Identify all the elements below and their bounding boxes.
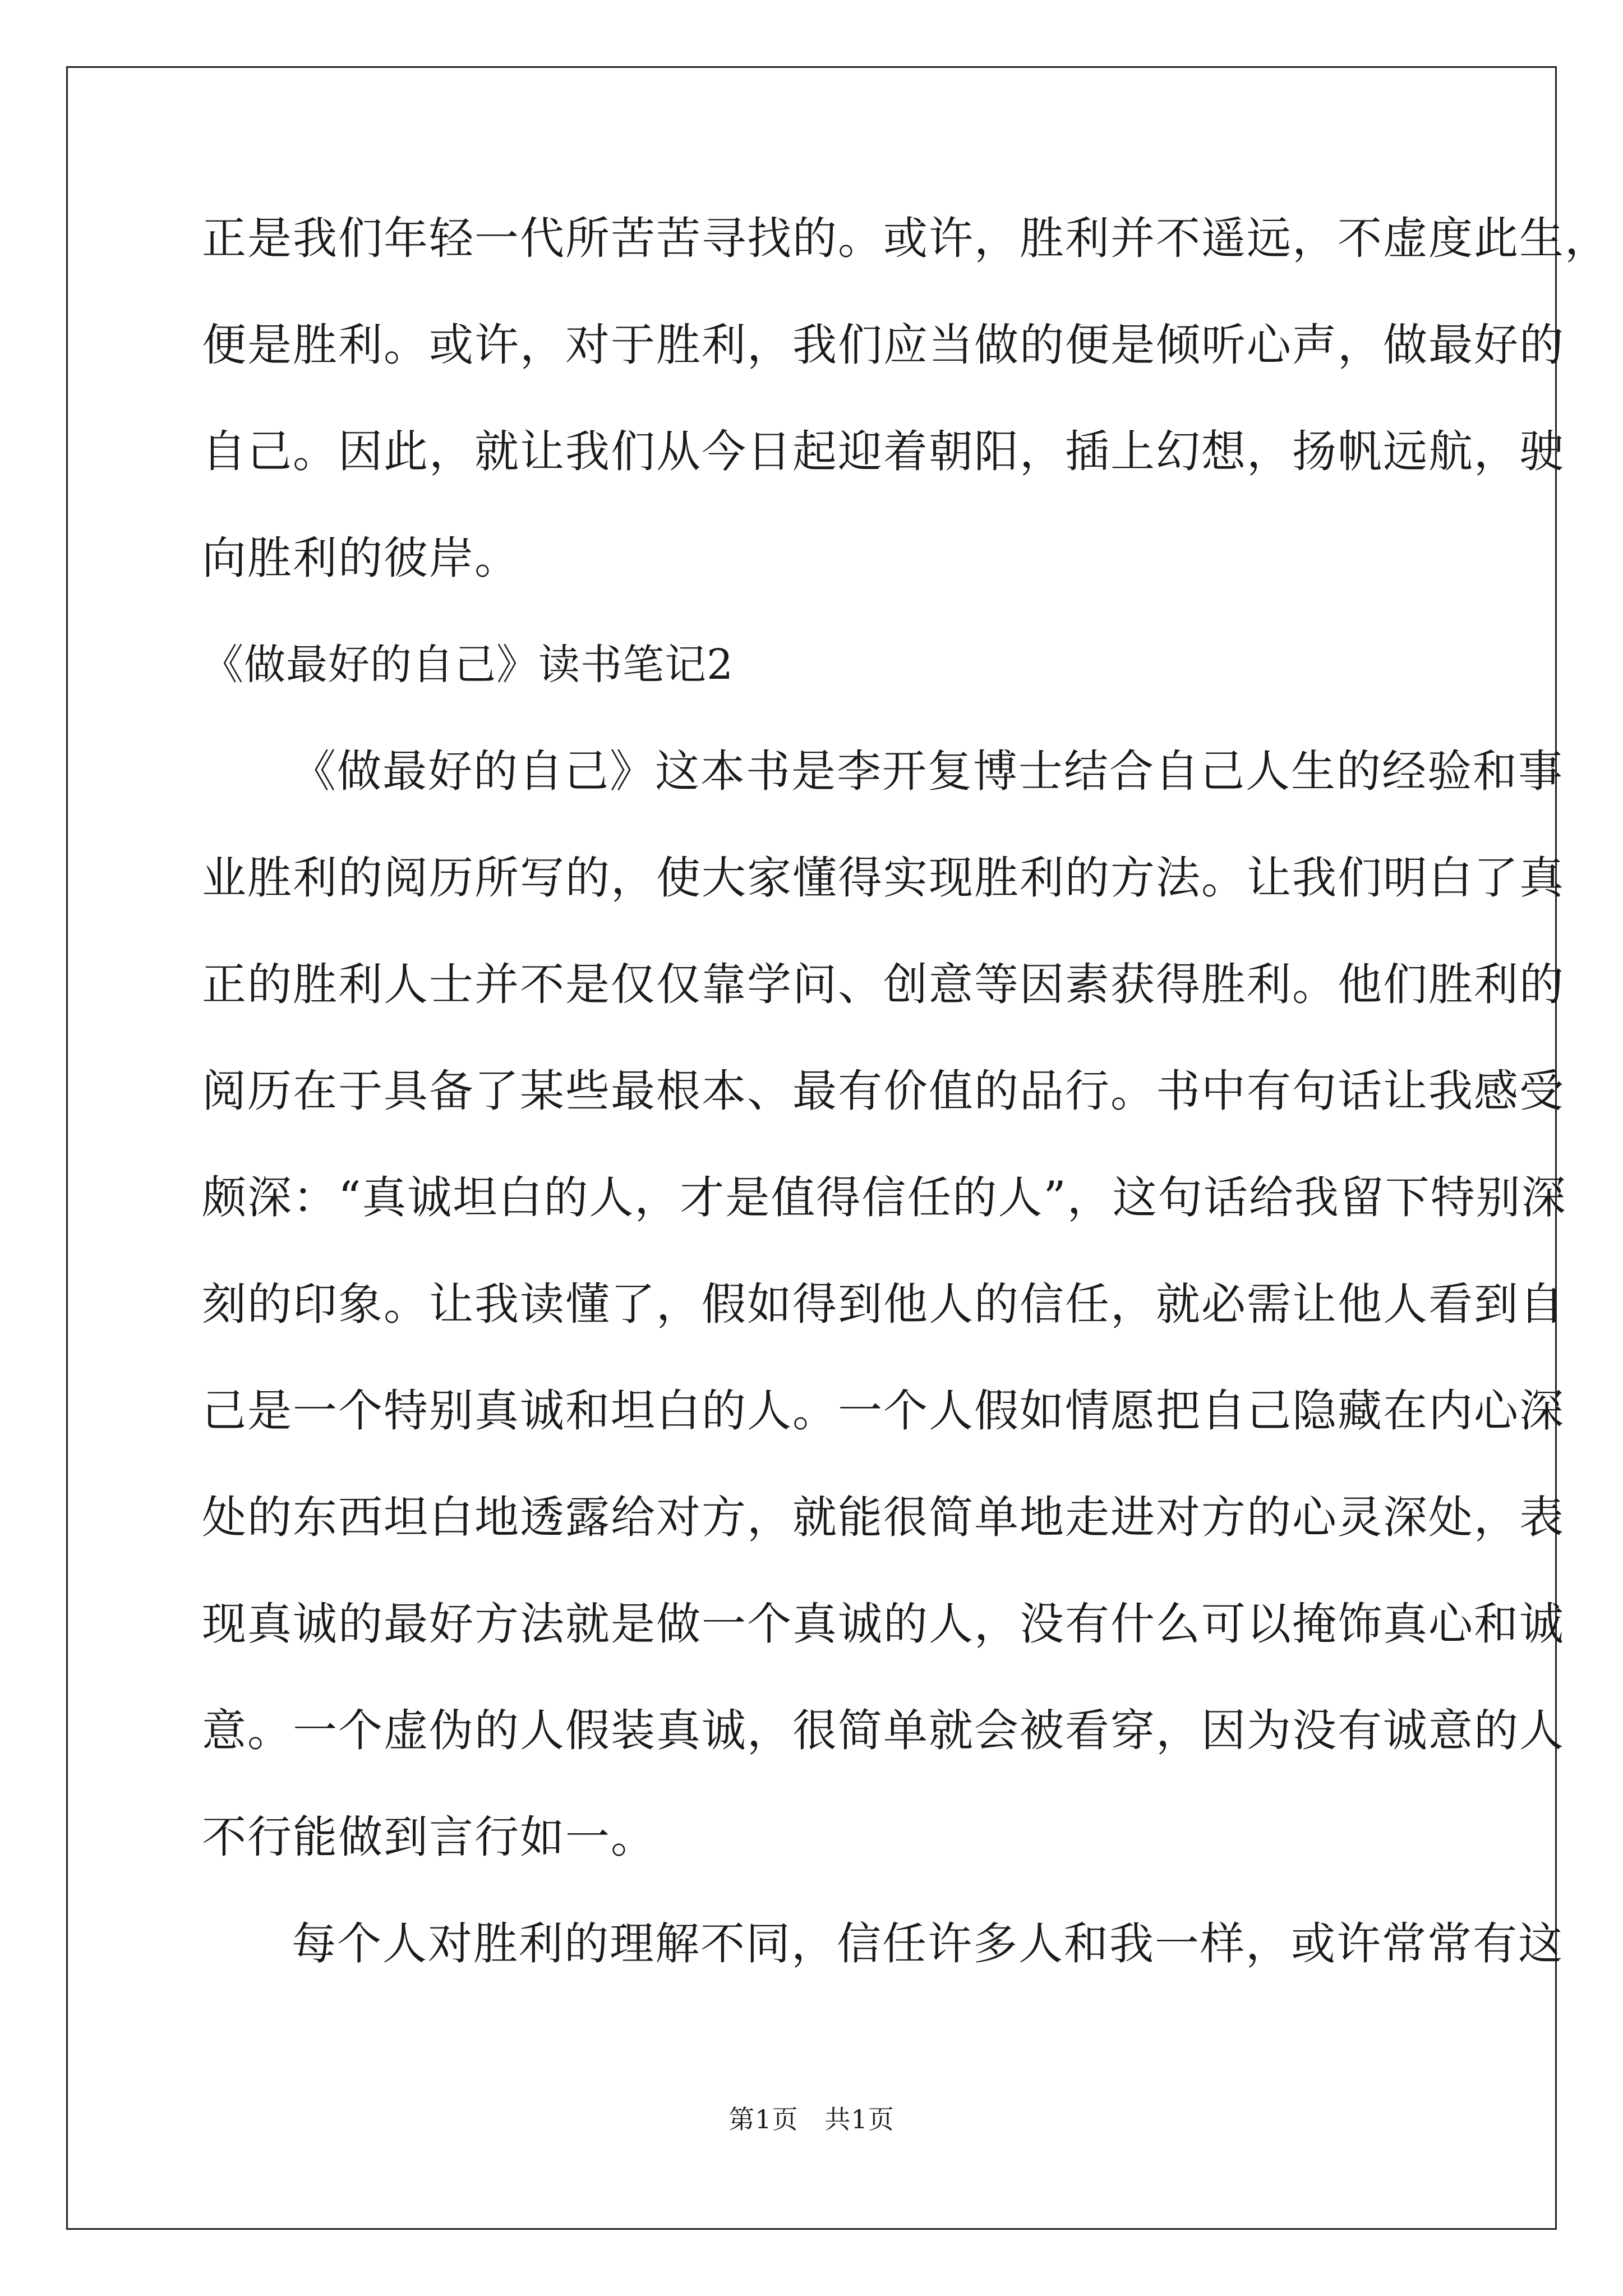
paragraph-line: 现真诚的最好方法就是做一个真诚的人，没有什么可以掩饰真心和诚: [202, 1598, 1565, 1650]
paragraph-line: 处的东西坦白地透露给对方，就能很简单地走进对方的心灵深处，表: [202, 1492, 1565, 1543]
paragraph-line: 己是一个特别真诚和坦白的人。一个人假如情愿把自己隐藏在内心深: [202, 1385, 1565, 1437]
section-title: 《做最好的自己》读书笔记2: [202, 641, 734, 689]
document-body: [202, 185, 1610, 1997]
paragraph-line: 每个人对胜利的理解不同，信任许多人和我一样，或许常常有这: [292, 1918, 1564, 1970]
paragraph-line: 业胜利的阅历所写的，使大家懂得实现胜利的方法。让我们明白了真: [202, 852, 1565, 904]
page-footer: 第1页 共1页: [728, 2104, 895, 2134]
paragraph-line: 《做最好的自己》这本书是李开复博士结合自己人生的经验和事: [292, 746, 1564, 797]
paragraph-1: [202, 185, 1610, 611]
paragraph-line: 向胜利的彼岸。: [202, 532, 520, 584]
paragraph-2: [202, 718, 1567, 1890]
paragraph-line: 刻的印象。让我读懂了，假如得到他人的信任，就必需让他人看到自: [202, 1278, 1565, 1330]
paragraph-line: 自己。因此，就让我们从今日起迎着朝阳，插上幻想，扬帆远航，驶: [202, 426, 1565, 477]
paragraph-line: 正的胜利人士并不是仅仅靠学问、创意等因素获得胜利。他们胜利的: [202, 959, 1565, 1010]
paragraph-line: 意。一个虚伪的人假装真诚，很简单就会被看穿，因为没有诚意的人: [202, 1705, 1565, 1756]
paragraph-line: 阅历在于具备了某些最根本、最有价值的品行。书中有句话让我感受: [202, 1065, 1565, 1117]
paragraph-line: 正是我们年轻一代所苦苦寻找的。或许，胜利并不遥远，不虚度此生，: [202, 213, 1610, 264]
paragraph-line: 不行能做到言行如一。: [202, 1811, 656, 1863]
paragraph-line: 颇深：“真诚坦白的人，才是值得信任的人”，这句话给我留下特别深: [202, 1172, 1567, 1223]
paragraph-line: 便是胜利。或许，对于胜利，我们应当做的便是倾听心声，做最好的: [202, 319, 1565, 371]
paragraph-3: [202, 1890, 1564, 1997]
